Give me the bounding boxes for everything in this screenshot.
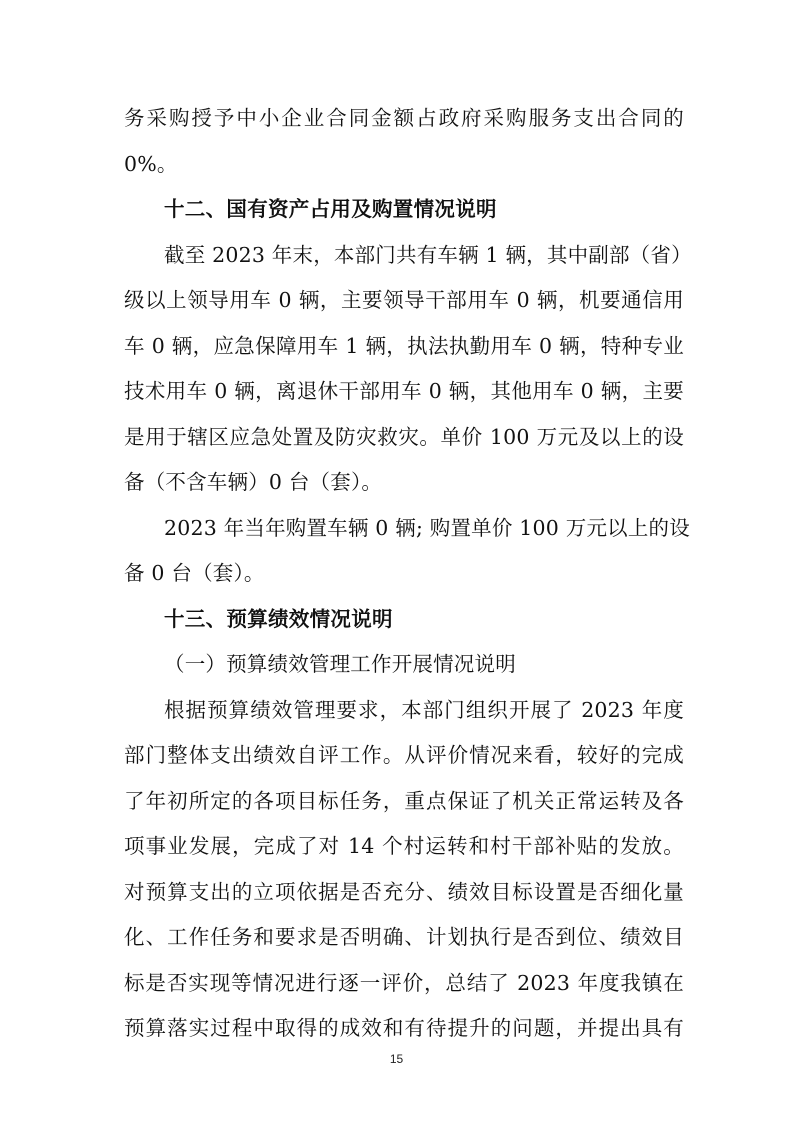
paragraph-line: 2023 年当年购置车辆 0 辆; 购置单价 100 万元以上的设 bbox=[164, 516, 690, 540]
paragraph-line: 截至 2023 年末，本部门共有车辆 1 辆，其中副部（省） bbox=[164, 243, 692, 267]
paragraph-line: 是用于辖区应急处置及防灾救灾。单价 100 万元及以上的设 bbox=[124, 425, 684, 449]
paragraph-line: 级以上领导用车 0 辆，主要领导干部用车 0 辆，机要通信用 bbox=[124, 288, 684, 312]
paragraph-line: 技术用车 0 辆，离退休干部用车 0 辆，其他用车 0 辆，主要 bbox=[124, 379, 684, 403]
paragraph-line: 车 0 辆，应急保障用车 1 辆，执法执勤用车 0 辆，特种专业 bbox=[124, 334, 684, 358]
paragraph-line: 备（不含车辆）0 台（套）。 bbox=[124, 470, 383, 494]
paragraph-line: 了年初所定的各项目标任务，重点保证了机关正常运转及各 bbox=[124, 789, 684, 813]
paragraph-line: 务采购授予中小企业合同金额占政府采购服务支出合同的 bbox=[124, 106, 684, 130]
section-13-subheading: （一）预算绩效管理工作开展情况说明 bbox=[164, 652, 516, 676]
paragraph-line: 化、工作任务和要求是否明确、计划执行是否到位、绩效目 bbox=[124, 925, 684, 949]
section-12-heading: 十二、国有资产占用及购置情况说明 bbox=[164, 197, 497, 221]
paragraph-line: 备 0 台（套）。 bbox=[124, 561, 265, 585]
page-number: 15 bbox=[389, 1052, 404, 1066]
paragraph-line: 预算落实过程中取得的成效和有待提升的问题，并提出具有 bbox=[124, 1016, 684, 1040]
paragraph-line: 项事业发展，完成了对 14 个村运转和村干部补贴的发放。 bbox=[124, 834, 684, 858]
paragraph-line: 0%。 bbox=[124, 152, 178, 176]
paragraph-line: 对预算支出的立项依据是否充分、绩效目标设置是否细化量 bbox=[124, 880, 684, 904]
paragraph-line: 部门整体支出绩效自评工作。从评价情况来看，较好的完成 bbox=[124, 743, 684, 767]
paragraph-line: 根据预算绩效管理要求，本部门组织开展了 2023 年度 bbox=[164, 698, 684, 722]
section-13-heading: 十三、预算绩效情况说明 bbox=[164, 607, 393, 631]
paragraph-line: 标是否实现等情况进行逐一评价，总结了 2023 年度我镇在 bbox=[124, 971, 684, 995]
